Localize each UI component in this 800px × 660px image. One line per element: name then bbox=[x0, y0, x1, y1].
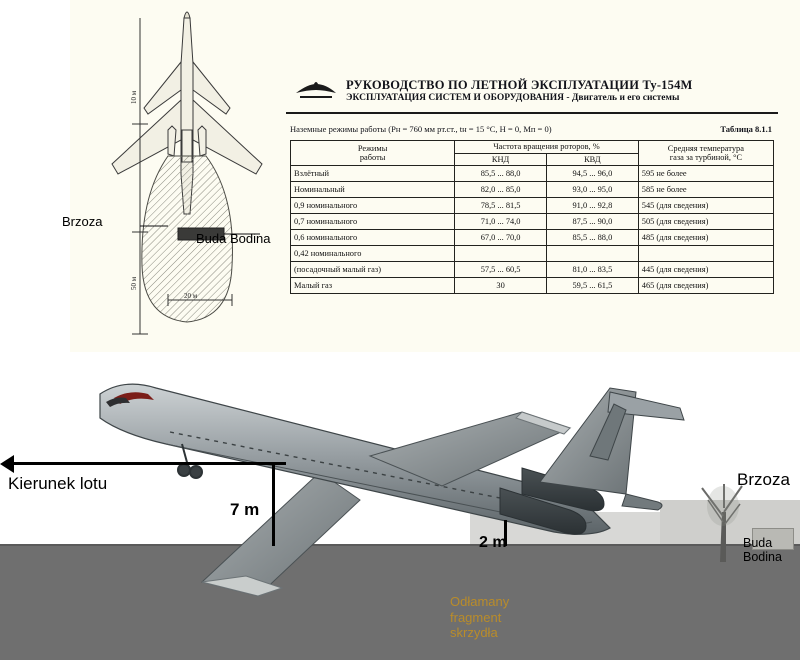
table-header-knd: КНД bbox=[455, 153, 547, 166]
table-row bbox=[291, 166, 774, 182]
table-header-rotor-group: Частота вращения роторов, % bbox=[455, 141, 639, 154]
label-flight-direction: Kierunek lotu bbox=[8, 474, 108, 493]
cell-mode: Малый газ bbox=[291, 278, 455, 294]
label-wing-fragment-line1: Odłamany bbox=[450, 594, 510, 609]
flight-manual-scan bbox=[282, 78, 782, 324]
dim-vertical-bottom: 50 м bbox=[130, 276, 138, 290]
cell-temperature: 505 (для сведения) bbox=[638, 214, 773, 230]
table-header-kvd: КВД bbox=[546, 153, 638, 166]
cell-mode: 0,6 номинального bbox=[291, 230, 455, 246]
cell-knd: 78,5 ... 81,5 bbox=[455, 198, 547, 214]
cell-knd: 85,5 ... 88,0 bbox=[455, 166, 547, 182]
cell-temperature: 445 (для сведения) bbox=[638, 262, 773, 278]
cell-kvd: 94,5 ... 96,0 bbox=[546, 166, 638, 182]
manual-title-line1: РУКОВОДСТВО ПО ЛЕТНОЙ ЭКСПЛУАТАЦИИ Ту-154М bbox=[346, 78, 693, 92]
cell-kvd bbox=[546, 246, 638, 262]
table-header-modes-line1: Режимы bbox=[357, 143, 388, 153]
label-brzoza-top: Brzoza bbox=[62, 214, 103, 229]
cell-kvd: 93,0 ... 95,0 bbox=[546, 182, 638, 198]
cell-knd: 82,0 ... 85,0 bbox=[455, 182, 547, 198]
cell-mode: 0,7 номинального bbox=[291, 214, 455, 230]
aircraft-side-view bbox=[70, 360, 710, 620]
cell-mode: Номинальный bbox=[291, 182, 455, 198]
table-header-modes bbox=[291, 141, 455, 166]
table-row bbox=[291, 278, 774, 294]
cell-kvd: 91,0 ... 92,8 bbox=[546, 198, 638, 214]
cell-kvd: 85,5 ... 88,0 bbox=[546, 230, 638, 246]
cell-temperature: 595 не более bbox=[638, 166, 773, 182]
crash-scene-diagram bbox=[0, 352, 800, 660]
label-brzoza-bottom: Brzoza bbox=[737, 470, 790, 489]
manual-header bbox=[286, 78, 778, 114]
table-row bbox=[291, 182, 774, 198]
table-row bbox=[291, 214, 774, 230]
cell-temperature: 465 (для сведения) bbox=[638, 278, 773, 294]
engine-modes-table bbox=[290, 140, 774, 294]
manual-title-line2: ЭКСПЛУАТАЦИЯ СИСТЕМ И ОБОРУДОВАНИЯ - Двигатель и его системы bbox=[346, 93, 680, 103]
table-header-modes-line2: работы bbox=[359, 153, 386, 163]
table-header-temp-line2: газа за турбиной, °С bbox=[669, 153, 743, 163]
cell-knd: 71,0 ... 74,0 bbox=[455, 214, 547, 230]
flight-direction-line bbox=[6, 462, 286, 465]
label-buda-bodina-top: Buda Bodina bbox=[196, 231, 271, 246]
table-header-temp-line1: Средняя температура bbox=[667, 143, 744, 153]
label-buda-line1: Buda bbox=[743, 536, 773, 550]
label-wing-fragment bbox=[450, 594, 509, 641]
cell-temperature: 545 (для сведения) bbox=[638, 198, 773, 214]
cell-knd: 57,5 ... 60,5 bbox=[455, 262, 547, 278]
flight-direction-arrow-icon bbox=[0, 455, 14, 473]
cell-temperature: 485 (для сведения) bbox=[638, 230, 773, 246]
aircraft-plan-view bbox=[72, 4, 302, 344]
cell-temperature: 585 не более bbox=[638, 182, 773, 198]
table-row bbox=[291, 246, 774, 262]
label-height-2m: 2 m bbox=[479, 534, 507, 551]
table-row bbox=[291, 230, 774, 246]
cell-kvd: 59,5 ... 61,5 bbox=[546, 278, 638, 294]
cell-mode: 0,9 номинального bbox=[291, 198, 455, 214]
label-wing-fragment-line2: fragment bbox=[450, 609, 502, 625]
cell-mode: Взлётный bbox=[291, 166, 455, 182]
manual-conditions-text: Наземные режимы работы (Рн = 760 мм рт.ст., tн = 15 °С, Н = 0, Мп = 0) bbox=[290, 124, 552, 134]
manual-table-number: Таблица 8.1.1 bbox=[720, 124, 772, 134]
label-buda-line2: Bodina bbox=[743, 550, 782, 565]
aeroflot-emblem-icon bbox=[294, 80, 338, 102]
cell-kvd: 87,5 ... 90,0 bbox=[546, 214, 638, 230]
label-wing-fragment-line3: skrzydła bbox=[450, 625, 498, 641]
table-header-temperature bbox=[638, 141, 773, 166]
cell-temperature bbox=[638, 246, 773, 262]
top-left-margin bbox=[0, 0, 70, 352]
dim-vertical-top: 10 м bbox=[130, 90, 138, 104]
table-row bbox=[291, 262, 774, 278]
label-height-7m: 7 m bbox=[230, 500, 260, 519]
dim-horizontal: 20 м bbox=[184, 292, 198, 300]
cell-mode: (посадочный малый газ) bbox=[291, 262, 455, 278]
cell-mode: 0,42 номинального bbox=[291, 246, 455, 262]
table-row bbox=[291, 198, 774, 214]
label-buda-bodina-bottom bbox=[743, 536, 782, 565]
cell-knd: 67,0 ... 70,0 bbox=[455, 230, 547, 246]
cell-knd bbox=[455, 246, 547, 262]
height-line-7m bbox=[272, 462, 275, 546]
cell-knd: 30 bbox=[455, 278, 547, 294]
cell-kvd: 81,0 ... 83,5 bbox=[546, 262, 638, 278]
